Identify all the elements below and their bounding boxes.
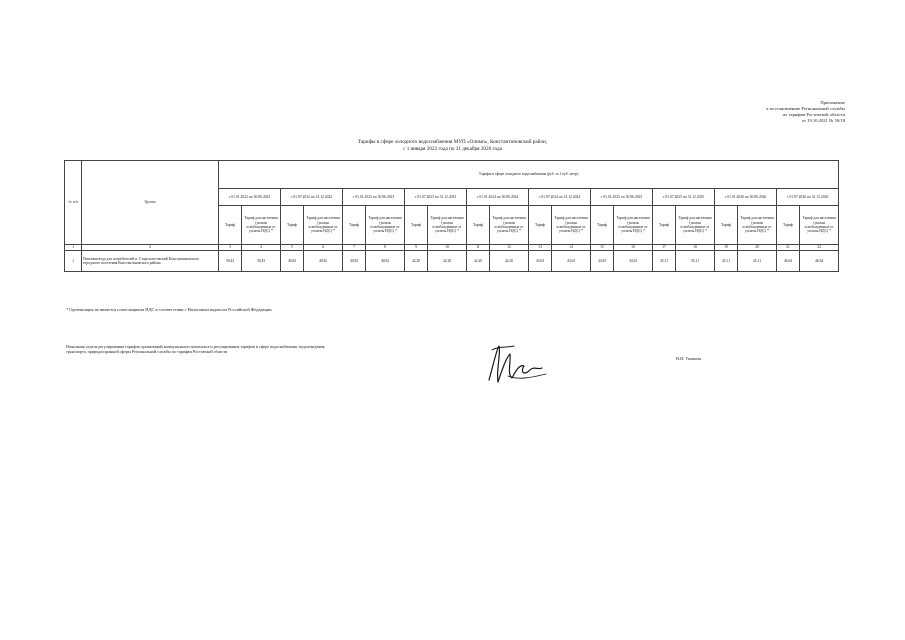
- appendix-line: по тарифам Ростовской области: [782, 112, 845, 117]
- column-number: 7: [343, 245, 366, 251]
- tariff-value: 40,82: [366, 251, 405, 272]
- tariff-header: Тарифы в сфере холодного водоснабжения (руб. за 1 куб. метр): [219, 161, 839, 189]
- sub-header-tariff-population: Тариф для населения (указан освобожденные от уплаты НДС) *: [242, 206, 281, 245]
- signature-image: [484, 340, 554, 388]
- tariff-value: 45,11: [676, 251, 715, 272]
- column-number: 20: [738, 245, 777, 251]
- sub-header-tariff-population: Тариф для населения (указан освобожденные от уплаты НДС) *: [304, 206, 343, 245]
- column-number: 15: [591, 245, 614, 251]
- column-number: 2: [82, 245, 219, 251]
- tariff-value: 42,20: [428, 251, 467, 272]
- tariff-value: 43,63: [614, 251, 653, 272]
- appendix-line: к постановлению Региональной службы: [766, 106, 845, 111]
- tariff-value: 40,82: [343, 251, 366, 272]
- sub-header-tariff-population: Тариф для населения (указан освобожденные от уплаты НДС) *: [428, 206, 467, 245]
- sub-header-tariff: Тариф: [405, 206, 428, 245]
- column-number: 1: [65, 245, 82, 251]
- col-group-header: Группа: [82, 161, 219, 245]
- column-number: 19: [715, 245, 738, 251]
- sub-header-tariff-population: Тариф для населения (указан освобожденные от уплаты НДС) *: [800, 206, 839, 245]
- tariff-table: [64, 160, 839, 272]
- column-number: 13: [529, 245, 552, 251]
- column-number: 6: [304, 245, 343, 251]
- column-number: 10: [428, 245, 467, 251]
- tariff-value: 46,64: [800, 251, 839, 272]
- sub-header-tariff-population: Тариф для населения (указан освобожденные от уплаты НДС) *: [614, 206, 653, 245]
- tariff-value: 46,64: [777, 251, 800, 272]
- tariff-value: 43,63: [529, 251, 552, 272]
- sub-header-tariff: Тариф: [715, 206, 738, 245]
- tariff-value: 40,82: [281, 251, 304, 272]
- tariff-value: 39,43: [242, 251, 281, 272]
- sub-header-tariff-population: Тариф для населения (указан освобожденные от уплаты НДС) *: [490, 206, 529, 245]
- column-number: 11: [467, 245, 490, 251]
- document-title: Тарифы в сфере холодного водоснабжения МУП «Олимп», Константиновский район,: [357, 139, 548, 145]
- sub-header-tariff-population: Тариф для населения (указан освобожденные от уплаты НДС) *: [552, 206, 591, 245]
- sub-header-tariff: Тариф: [653, 206, 676, 245]
- tariff-value: 45,11: [653, 251, 676, 272]
- period-header: с 01.07.2022 по 31.12.2022: [281, 189, 343, 206]
- tariff-value: 42,20: [467, 251, 490, 272]
- column-number: 4: [242, 245, 281, 251]
- sub-header-tariff: Тариф: [467, 206, 490, 245]
- period-header: с 01.01.2025 по 30.06.2025: [591, 189, 653, 206]
- period-header: с 01.01.2023 по 30.06.2023: [343, 189, 405, 206]
- appendix-line: Приложение: [820, 100, 845, 105]
- column-number: 8: [366, 245, 405, 251]
- tariff-value: 43,63: [591, 251, 614, 272]
- document-subtitle: с 1 января 2022 года по 31 декабря 2026 года: [403, 146, 502, 152]
- column-number: 5: [281, 245, 304, 251]
- column-number: 18: [676, 245, 715, 251]
- sub-header-tariff: Тариф: [281, 206, 304, 245]
- period-header: с 01.07.2025 по 31.12.2025: [653, 189, 715, 206]
- sub-header-tariff: Тариф: [219, 206, 242, 245]
- footnote: * Организация не является плательщиком НДС в соответствии с Налоговым кодексом Российской Федерации: [66, 307, 272, 312]
- tariff-value: 43,63: [552, 251, 591, 272]
- column-number: 16: [614, 245, 653, 251]
- tariff-value: 45,11: [715, 251, 738, 272]
- sub-header-tariff: Тариф: [529, 206, 552, 245]
- tariff-value: 40,82: [304, 251, 343, 272]
- sub-header-tariff: Тариф: [591, 206, 614, 245]
- col-num-header: № п/п: [65, 161, 82, 245]
- row-num: 1: [65, 251, 82, 272]
- tariff-value: 45,11: [738, 251, 777, 272]
- column-number: 14: [552, 245, 591, 251]
- period-header: с 01.01.2026 по 30.06.2026: [715, 189, 777, 206]
- appendix-block: [685, 100, 845, 124]
- signatory-position: Начальник отдела регулирования тарифов организаций коммунального комплекса и регулирования тарифов в сфере водоснабжения, водоотведения, транспорта, природоохранной сферы Региональной службы по тарифам Ростовской области: [66, 344, 326, 355]
- period-header: с 01.01.2022 по 30.06.2022: [219, 189, 281, 206]
- column-number: 12: [490, 245, 529, 251]
- signatory-name: Н.Н. Ушакова: [676, 356, 702, 361]
- column-number: 3: [219, 245, 242, 251]
- period-header: с 01.07.2026 по 31.12.2026: [777, 189, 839, 206]
- column-number: 21: [777, 245, 800, 251]
- column-number: 22: [800, 245, 839, 251]
- period-header: с 01.07.2023 по 31.12.2023: [405, 189, 467, 206]
- sub-header-tariff-population: Тариф для населения (указан освобожденные от уплаты НДС) *: [738, 206, 777, 245]
- sub-header-tariff: Тариф: [777, 206, 800, 245]
- sub-header-tariff-population: Тариф для населения (указан освобожденные от уплаты НДС) *: [676, 206, 715, 245]
- column-number: 9: [405, 245, 428, 251]
- period-header: с 01.01.2024 по 30.06.2024: [467, 189, 529, 206]
- tariff-value: 39,43: [219, 251, 242, 272]
- sub-header-tariff-population: Тариф для населения (указан освобожденные от уплаты НДС) *: [366, 206, 405, 245]
- tariff-value: 42,20: [490, 251, 529, 272]
- appendix-line: от 19.10.2021 № 50/18: [801, 118, 845, 123]
- period-header: с 01.07.2024 по 31.12.2024: [529, 189, 591, 206]
- sub-header-tariff: Тариф: [343, 206, 366, 245]
- row-group: Питьевая вода для потребителей п. Старозолотовский Константиновского городского поселения Константиновского района: [82, 251, 219, 272]
- column-number: 17: [653, 245, 676, 251]
- tariff-value: 42,20: [405, 251, 428, 272]
